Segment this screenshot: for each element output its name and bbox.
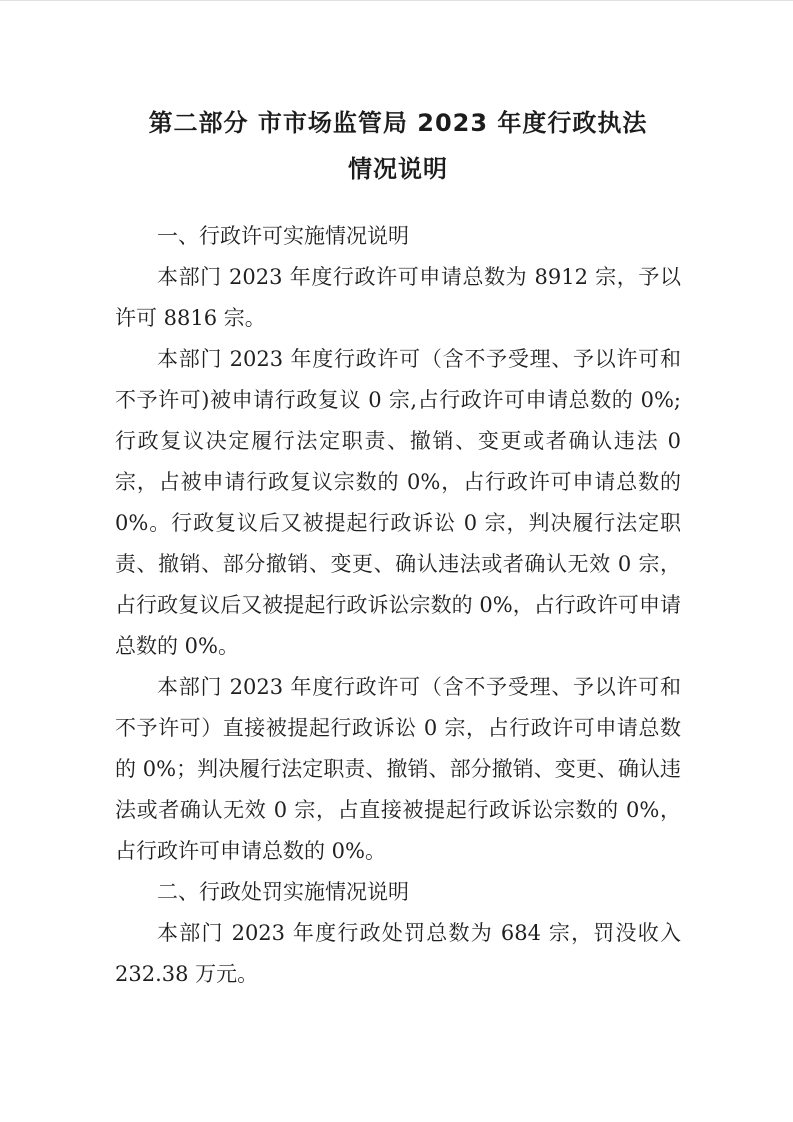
section-2-heading: 二、行政处罚实施情况说明 <box>157 880 409 904</box>
document-body <box>115 216 681 995</box>
document-title-line-2: 情况说明 <box>348 155 448 183</box>
section-1-paragraph-3: 本部门 2023 年度行政许可（含不予受理、予以许可和不予许可）直接被提起行政诉讼 0 宗，占行政许可申请总数的 0%；判决履行法定职责、撤销、部分撤销、变更、确认违法或者确认无效 0 宗，占直接被提起行政诉讼宗数的 0%，占行政许可申请总数的 0%。 <box>115 675 681 863</box>
section-1-paragraph-1: 本部门 2023 年度行政许可申请总数为 8912 宗，予以许可 8816 宗。 <box>115 265 681 330</box>
document-title <box>115 100 681 192</box>
section-1-heading: 一、行政许可实施情况说明 <box>157 224 409 248</box>
document-title-line-1: 第二部分 市市场监管局 2023 年度行政执法 <box>148 109 648 137</box>
section-2-paragraph-1: 本部门 2023 年度行政处罚总数为 684 宗，罚没收入 232.38 万元。 <box>115 921 681 986</box>
section-1-paragraph-2: 本部门 2023 年度行政许可（含不予受理、予以许可和不予许可)被申请行政复议 0 宗,占行政许可申请总数的 0%;行政复议决定履行法定职责、撤销、变更或者确认违法 0 宗，占被申请行政复议宗数的 0%，占行政许可申请总数的 0%。行政复议后又被提起行政诉讼 0 宗，判决履行法定职责、撤销、部分撤销、变更、确认违法或者确认无效 0 宗，占行政复议后又被提起行政诉讼宗数的 0%，占行政许可申请总数的 0%。 <box>115 347 681 658</box>
